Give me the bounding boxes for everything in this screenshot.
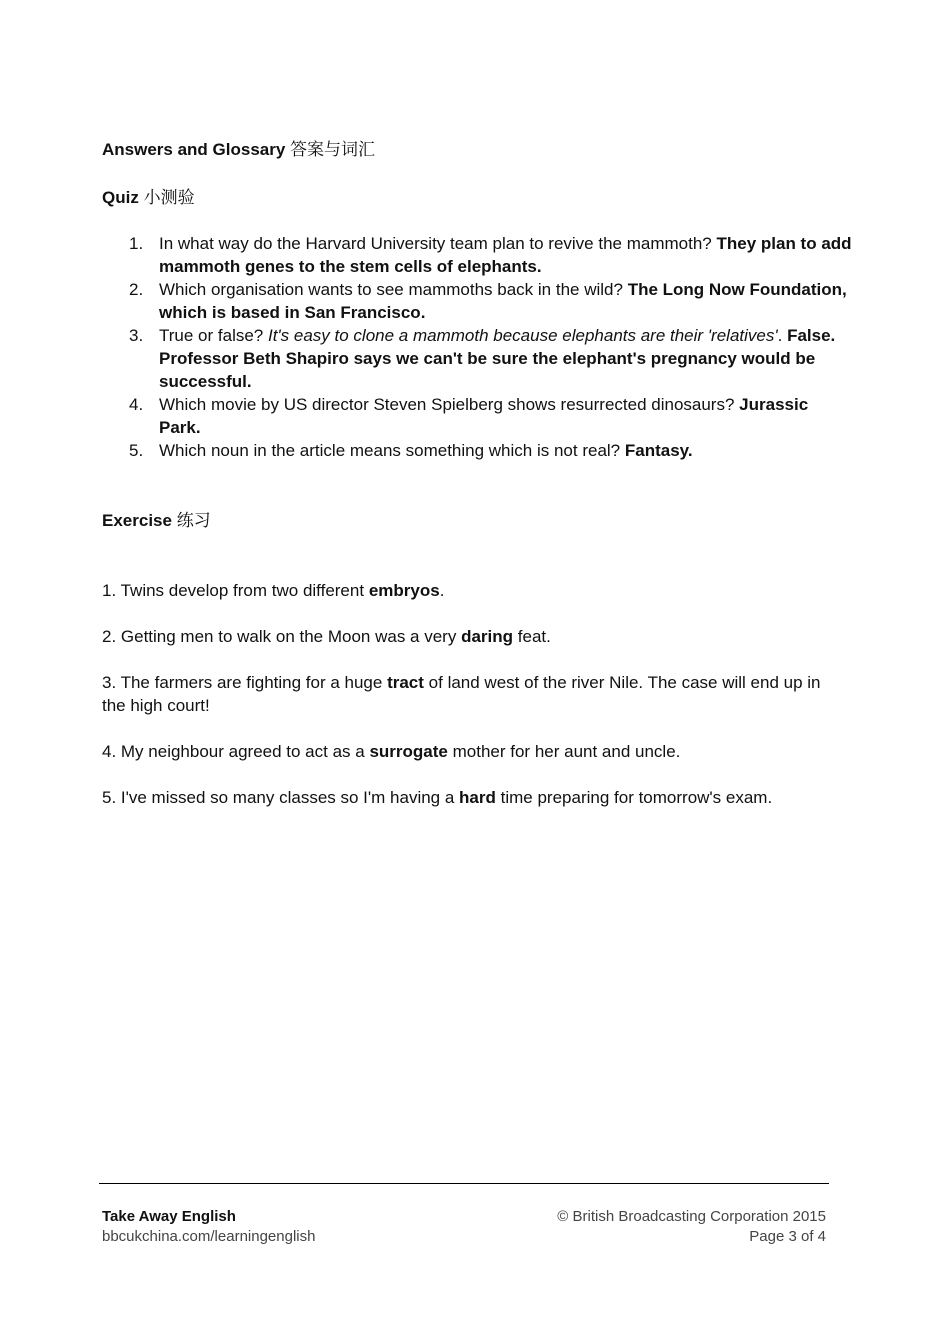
exercise-sentence-end: of land west of the river Nile. The case will end up in the high court! bbox=[102, 673, 821, 715]
quiz-item-number: 5. bbox=[129, 441, 144, 460]
heading-cn: 答案与词汇 bbox=[290, 140, 376, 159]
exercise-item bbox=[102, 671, 847, 717]
quiz-answer: They plan to add mammoth genes to the stem cells of elephants. bbox=[159, 234, 852, 276]
quiz-item bbox=[102, 278, 852, 324]
exercise-sentence-start: 3. The farmers are fighting for a huge bbox=[102, 673, 383, 692]
quiz-answer: Jurassic Park. bbox=[159, 395, 809, 437]
footer-page-number: Page 3 of 4 bbox=[749, 1228, 826, 1245]
quiz-item-number: 1. bbox=[129, 234, 144, 253]
exercise-sentence-end: . bbox=[439, 581, 445, 600]
exercise-answer-word: daring bbox=[461, 627, 514, 646]
exercise-sentence-start: 4. My neighbour agreed to act as a bbox=[102, 742, 365, 761]
quiz-heading-en: Quiz bbox=[102, 188, 139, 207]
footer-brand: Take Away English bbox=[102, 1208, 236, 1225]
quiz-item bbox=[102, 439, 852, 462]
quiz-item bbox=[102, 232, 852, 278]
exercise-sentence-end: feat. bbox=[517, 627, 551, 646]
quiz-item-number: 3. bbox=[129, 326, 144, 345]
quiz-answer-list bbox=[102, 232, 852, 462]
quiz-question: Which organisation wants to see mammoths back in the wild? bbox=[159, 280, 623, 299]
quiz-item bbox=[102, 393, 852, 439]
quiz-question-statement: It's easy to clone a mammoth because elephants are their 'relatives' bbox=[267, 326, 778, 345]
exercise-item bbox=[102, 579, 847, 602]
quiz-answer: The Long Now Foundation, which is based in San Francisco. bbox=[159, 280, 847, 322]
answers-glossary-heading bbox=[102, 138, 375, 161]
quiz-item-number: 4. bbox=[129, 395, 144, 414]
quiz-answer: Fantasy. bbox=[624, 441, 693, 460]
quiz-item bbox=[102, 324, 852, 393]
exercise-sentence-start: 5. I've missed so many classes so I'm having a bbox=[102, 788, 455, 807]
exercise-item bbox=[102, 740, 847, 763]
exercise-sentence-end: mother for her aunt and uncle. bbox=[452, 742, 681, 761]
quiz-answer: False. Professor Beth Shapiro says we can't be sure the elephant's pregnancy would be successful. bbox=[159, 326, 836, 391]
exercise-item bbox=[102, 625, 847, 648]
exercise-answer-word: surrogate bbox=[369, 742, 448, 761]
exercise-heading-en: Exercise bbox=[102, 511, 172, 530]
exercise-sentence-start: 2. Getting men to walk on the Moon was a very bbox=[102, 627, 457, 646]
exercise-answer-word: embryos bbox=[368, 581, 440, 600]
footer-url-link[interactable]: bbcukchina.com/learningenglish bbox=[102, 1228, 316, 1245]
exercise-heading-cn: 练习 bbox=[176, 511, 211, 530]
quiz-question: Which noun in the article means something which is not real? bbox=[159, 441, 621, 460]
exercise-answer-word: hard bbox=[459, 788, 496, 807]
quiz-question: In what way do the Harvard University team plan to revive the mammoth? bbox=[159, 234, 712, 253]
footer-divider bbox=[99, 1183, 829, 1184]
quiz-question: Which movie by US director Steven Spielberg shows resurrected dinosaurs? bbox=[159, 395, 735, 414]
footer-right bbox=[557, 1207, 826, 1247]
footer-left bbox=[102, 1207, 315, 1247]
quiz-heading-cn: 小测验 bbox=[143, 188, 195, 207]
exercise-heading bbox=[102, 509, 211, 532]
quiz-item-number: 2. bbox=[129, 280, 144, 299]
quiz-heading bbox=[102, 186, 195, 209]
exercise-sentence-end: time preparing for tomorrow's exam. bbox=[500, 788, 773, 807]
quiz-question-suffix: . bbox=[777, 326, 783, 345]
exercise-sentence-start: 1. Twins develop from two different bbox=[102, 581, 365, 600]
exercise-item bbox=[102, 786, 847, 809]
exercise-answer-word: tract bbox=[387, 673, 424, 692]
footer-copyright: © British Broadcasting Corporation 2015 bbox=[557, 1208, 826, 1225]
heading-en: Answers and Glossary bbox=[102, 140, 286, 159]
quiz-question-prefix: True or false? bbox=[159, 326, 264, 345]
